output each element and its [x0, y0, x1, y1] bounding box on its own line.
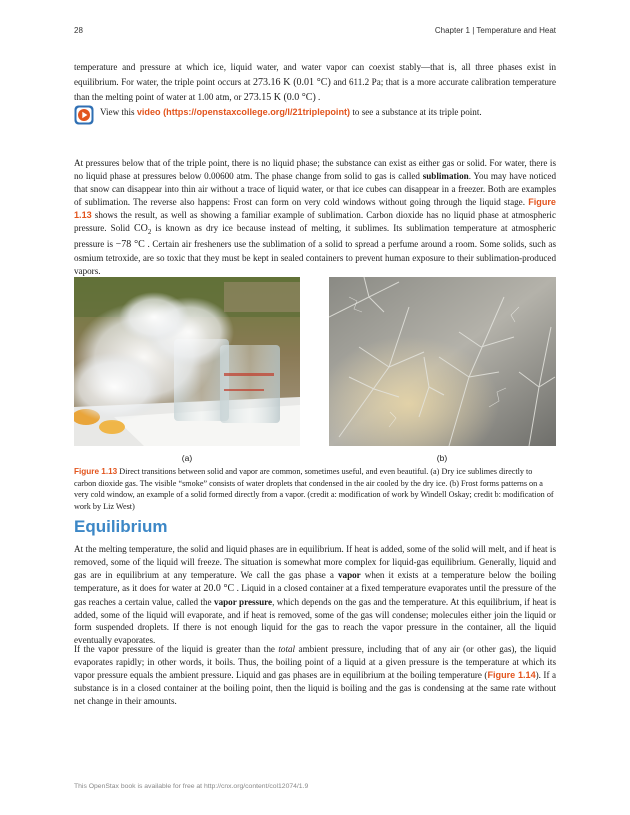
- term-vapor: vapor: [337, 569, 361, 580]
- figure-label-b: (b): [436, 453, 448, 463]
- co2-subscript: 2: [147, 227, 152, 236]
- math-dry-ice-temp: −78 °C: [115, 239, 145, 251]
- figure-caption-label: Figure 1.13: [74, 467, 118, 476]
- paragraph-triple-point: [74, 60, 556, 106]
- video-note: [100, 107, 560, 117]
- para4-text-1: If the vapor pressure of the liquid is greater than the: [74, 644, 279, 654]
- emphasis-total: total: [278, 644, 296, 654]
- para2-text-1: At pressures below that of the triple point, there is no liquid phase; the substance can exist as either gas or solid. For water, there is no liquid phase at pressures below 0.00600 atm. The phase change from solid to gas is called: [74, 158, 556, 181]
- figure-caption-text: Direct transitions between solid and vapor are common, sometimes useful, and even beautiful. (a) Dry ice sublimes directly to carbon dioxide gas. The visible “smoke” consists of water droplets that condensed in the air cooled by the dry ice. (b) Frost forms patterns on a very cold window, an example of a solid formed directly from a vapor. (credit a: modification of work by Windell Oskay; credit b: modification of work by Liz West): [74, 467, 554, 511]
- figure-dry-ice-photo: [74, 277, 300, 446]
- figure-caption: [74, 466, 556, 512]
- para4-text-3: ). If a substance is in a closed container at the boiling point, then the liquid is boiling and the gas is condensing at the same rate without net change in their amounts.: [74, 669, 556, 706]
- para3-text-1: At the melting temperature, the solid and liquid phases are in equilibrium. If heat is added, some of the solid will melt, and if heat is removed, some of the liquid will freeze. The situation is somewhat more complex for liquid-gas equilibrium. Generally, liquid and gas are in equilibrium at any temperature. We call the gas phase a: [74, 544, 556, 580]
- para2-text-3: shows the result, as well as showing a familiar example of sublimation. Carbon dioxide has no liquid phase at atmospheric pressure. Solid: [74, 209, 556, 233]
- play-video-icon[interactable]: [74, 105, 94, 125]
- para4-text-2: ambient pressure, including that of any air (or other gas), the liquid evaporates rapidly; in other words, it boils. Thus, the boiling point of a liquid at a given pressure is the temperature at which its vapor pressure equals the ambient pressure. Liquid and gas phases are in equilibrium at the boiling temperature (: [74, 644, 556, 680]
- math-water-temp: 20.0 °C: [203, 582, 235, 594]
- math-co2: [134, 223, 151, 234]
- figure-1-13-link[interactable]: Figure 1.13: [74, 196, 556, 220]
- para2-text-4: is known as dry ice because instead of melting, it sublimes. Its sublimation temperature at atmospheric pressure is: [74, 222, 556, 250]
- para3-text-3: . Liquid in a closed container at a fixed temperature evaporates until the pressure of the gas reaches a certain value, called the: [74, 582, 556, 607]
- para1-text-c: .: [315, 92, 321, 102]
- math-melting-point: 273.15 K (0.0 °C): [243, 92, 316, 103]
- paragraph-sublimation: [74, 157, 556, 278]
- term-vapor-pressure: vapor pressure: [214, 596, 273, 607]
- para3-text-2: when it exists at a temperature below the boiling temperature, as it does for water at: [74, 569, 556, 593]
- para1-text-b: and 611.2 Pa; that is a more accurate calibration temperature than the melting point of water at 1.00 atm, or: [74, 76, 556, 102]
- paragraph-equilibrium: [74, 543, 556, 647]
- video-link[interactable]: video (https://openstaxcollege.org/l/21triplepoint): [136, 107, 351, 117]
- figure-frost-photo: [329, 277, 556, 446]
- para1-text-a: temperature and pressure at which ice, liquid water, and water vapor can coexist stably—that is, all three phases exist in equilibrium. For water, the triple point occurs at: [74, 62, 556, 87]
- para2-text-5: . Certain air fresheners use the sublimation of a solid to spread a perfume around a room. Some solids, such as osmium tetroxide, are so toxic that they must be kept in sealed containers to prevent human exposure to their sublimation-produced vapors.: [74, 239, 556, 277]
- video-note-prefix: View this: [100, 107, 137, 117]
- page-footer: This OpenStax book is available for free at http://cnx.org/content/col12074/1.9: [74, 783, 309, 790]
- running-header: Chapter 1 | Temperature and Heat: [434, 26, 556, 35]
- math-triple-point: 273.16 K (0.01 °C): [252, 76, 331, 88]
- video-note-suffix: to see a substance at its triple point.: [350, 107, 482, 117]
- figure-1-14-link[interactable]: Figure 1.14: [487, 669, 536, 680]
- section-title: Equilibrium: [74, 517, 168, 536]
- co2-base: CO: [133, 222, 148, 234]
- para2-text-2: . You may have noticed that snow can disappear into thin air without a trace of liquid water, or that ice cubes can disappear in a freezer. Both are examples of sublimation. The reverse also happens: Frost can form on very cold windows without going through the liquid stage.: [74, 170, 556, 207]
- page-number: 28: [74, 26, 83, 35]
- para3-text-4: , which depends on the gas and the temperature. At this equilibrium, if heat is added, some of the liquid will evaporate, and if heat is removed, some of the gas will condense; molecules either join the liquid or form suspended droplets. If there is not enough liquid for the gas to reach the vapor pressure in the container, all the liquid eventually evaporates.: [74, 596, 556, 646]
- figure-label-a: (a): [181, 453, 193, 463]
- term-sublimation: sublimation: [422, 170, 469, 181]
- paragraph-boiling: [74, 643, 556, 708]
